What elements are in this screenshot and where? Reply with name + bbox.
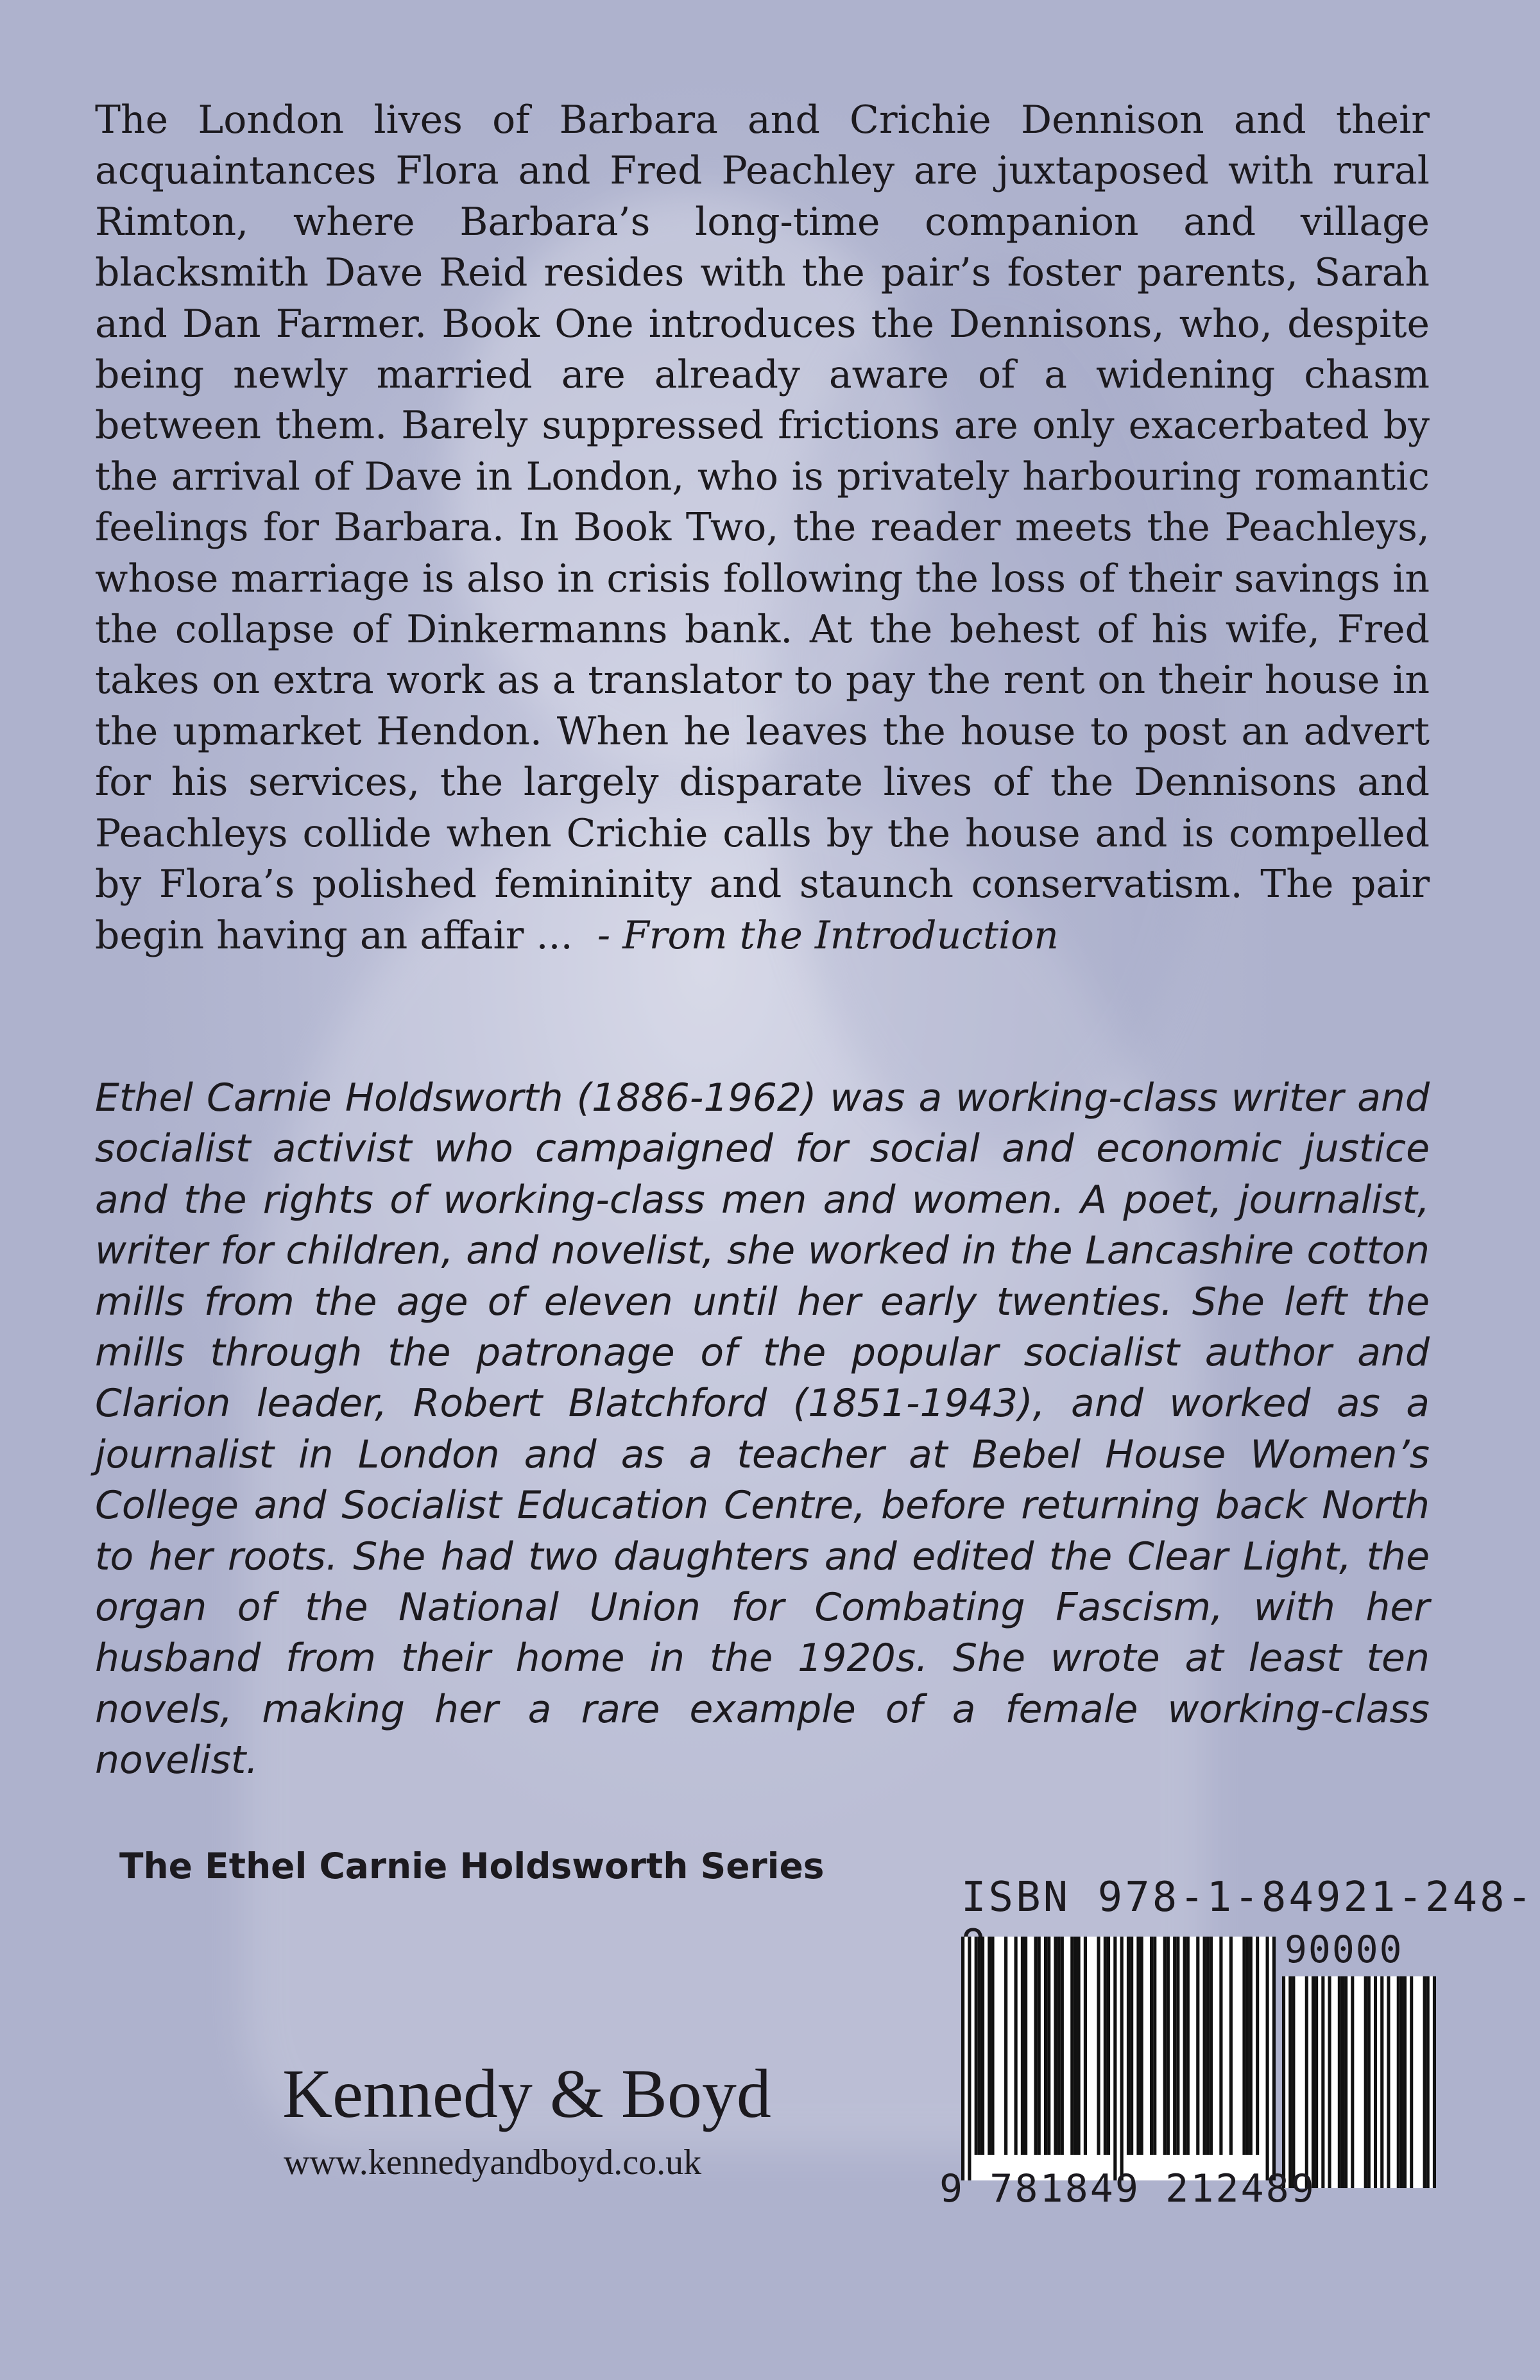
barcode-bar (1054, 1937, 1057, 2155)
barcode-bar (1070, 1937, 1074, 2155)
barcode-bar (1077, 1937, 1081, 2155)
barcode-bar (1014, 1937, 1018, 2155)
barcode-bar (975, 1937, 978, 2155)
barcode-bar (1163, 1937, 1167, 2155)
barcode-bar (1024, 1937, 1027, 2155)
barcode-bar (1423, 1976, 1426, 2188)
barcode-bar (1153, 1937, 1156, 2155)
addon-barcode-bars (1282, 1976, 1436, 2188)
publisher-website: www.kennedyandboyd.co.uk (284, 2143, 702, 2182)
barcode-bar (1044, 1937, 1047, 2155)
introduction-source: - From the Introduction (597, 912, 1059, 958)
ean-barcode-bars (961, 1937, 1276, 2180)
barcode-bar (988, 1937, 991, 2155)
barcode-bar (961, 1937, 964, 2180)
barcode-bar (1206, 1937, 1210, 2155)
barcode-bar (978, 1937, 981, 2155)
barcode-bar (1246, 1937, 1249, 2155)
barcode-bar (1292, 1976, 1295, 2188)
barcode-bar (1120, 1937, 1124, 2180)
barcode-bar (1410, 1976, 1413, 2188)
barcode-bar (1183, 1937, 1186, 2155)
barcode-bar (1344, 1976, 1348, 2188)
barcode-bar (1219, 1937, 1222, 2155)
author-biography: Ethel Carnie Holdsworth (1886-1962) was a working-class writer and socialist activist who campaigned for social and economic justice and the rights of working-class men and women. A poet, journalist, writer for children, and novelist, she worked in the Lancashire cotton mills from the age of eleven until her early twenties. She left the mills through the patronage of the popular socialist author and Clarion leader, Robert Blatchford (1851-1943), and worked as a journalist in London and as a teacher at Bebel House Women’s College and Socialist Education Centre, before returning back North to her roots. She had two daughters and edited the Clear Light, the organ of the National Union for Combating Fascism, with her husband from their home in the 1920s. She wrote at least ten novels, making her a rare example of a female working-class novelist. (95, 1075, 1430, 1783)
barcode-bar (1364, 1976, 1367, 2188)
barcode-bar (1397, 1976, 1400, 2188)
barcode-bar (1229, 1937, 1233, 2155)
barcode-bar (1380, 1976, 1383, 2188)
introduction-blurb (95, 95, 1430, 961)
barcode-bar (1288, 1976, 1292, 2188)
isbn-label: ISBN 978-1-84921-248- (961, 1874, 1535, 1921)
barcode-bar (1272, 1937, 1276, 2180)
barcode-bar (1351, 1976, 1354, 2188)
barcode-bar (1186, 1937, 1190, 2155)
barcode-bar (1127, 1937, 1130, 2155)
addon-barcode (1282, 1976, 1436, 2188)
barcode-bar (1136, 1937, 1140, 2155)
barcode-digits: 9 781849 212489 (939, 2166, 1316, 2211)
barcode-bar (1104, 1937, 1107, 2155)
barcode-bar (1400, 1976, 1403, 2188)
barcode-bar (1047, 1937, 1050, 2155)
barcode-bar (991, 1937, 994, 2155)
barcode-bar (1140, 1937, 1143, 2155)
barcode-bar (1403, 1976, 1407, 2188)
barcode-bar (1387, 1976, 1390, 2188)
barcode-bar (1321, 1976, 1324, 2188)
barcode-bar (1210, 1937, 1213, 2155)
barcode-bar (1057, 1937, 1061, 2155)
barcode-bar (1341, 1976, 1344, 2188)
barcode-bar (1097, 1937, 1100, 2155)
barcode-bar (1107, 1937, 1110, 2155)
barcode-bar (1034, 1937, 1037, 2155)
barcode-bar (1150, 1937, 1153, 2155)
barcode-bar (1173, 1937, 1176, 2155)
barcode-bar (1374, 1976, 1377, 2188)
barcode-bar (1315, 1976, 1318, 2188)
barcode-bar (1113, 1937, 1116, 2180)
barcode-bar (1282, 1976, 1285, 2188)
barcode-bar (1433, 1976, 1436, 2188)
barcode-bar (1196, 1937, 1199, 2155)
barcode-bar (981, 1937, 984, 2155)
barcode-bar (1328, 1976, 1331, 2188)
barcode-bar (1130, 1937, 1133, 2155)
barcode-bar (1426, 1976, 1430, 2188)
barcode-bar (1167, 1937, 1170, 2155)
barcode-bar (1021, 1937, 1024, 2155)
barcode-bar (1249, 1937, 1253, 2155)
barcode-bar (1176, 1937, 1179, 2155)
barcode-bar (1084, 1937, 1087, 2155)
series-title: The Ethel Carnie Holdsworth Series (119, 1845, 825, 1887)
introduction-text: The London lives of Barbara and Crichie Dennison and their acquaintances Flora and Fred Peachley are juxtaposed with rural Rimton, where Barbara’s long-time companion and village blacksmith Dave Reid resides with the pair’s foster parents, Sarah and Dan Farmer. Book One introduces the Dennisons, who, despite being newly married are already aware of a widening chasm between them. Barely suppressed frictions are only exacerbated by the arrival of Dave in London, who is privately harbouring romantic feelings for Barbara. In Book Two, the reader meets the Peachleys, whose marriage is also in crisis following the loss of their savings in the collapse of Dinkermanns bank. At the behest of his wife, Fred takes on extra work as a translator to pay the rent on their house in the upmarket Hendon. When he leaves the house to post an advert for his services, the largely disparate lives of the Dennisons and Peachleys collide when Crichie calls by the house and is compelled by Flora’s polished femininity and staunch conservatism. The pair begin having an affair ... (95, 98, 1430, 958)
barcode-bar (968, 1937, 971, 2180)
barcode-bar (1266, 1937, 1269, 2180)
price-code: 90000 (1285, 1928, 1403, 1971)
barcode-bar (1203, 1937, 1206, 2155)
barcode-bar (1004, 1937, 1007, 2155)
barcode-bar (1242, 1937, 1245, 2155)
barcode-bar (1074, 1937, 1077, 2155)
barcode-bar (1256, 1937, 1259, 2155)
barcode-bar (1312, 1976, 1315, 2188)
barcode-bar (1338, 1976, 1341, 2188)
barcode-bar (1061, 1937, 1064, 2155)
publisher-name: Kennedy & Boyd (282, 2056, 771, 2132)
barcode-bar (1305, 1976, 1308, 2188)
barcode-bar (1367, 1976, 1371, 2188)
ean-barcode (961, 1937, 1276, 2180)
barcode-bar (1038, 1937, 1041, 2155)
